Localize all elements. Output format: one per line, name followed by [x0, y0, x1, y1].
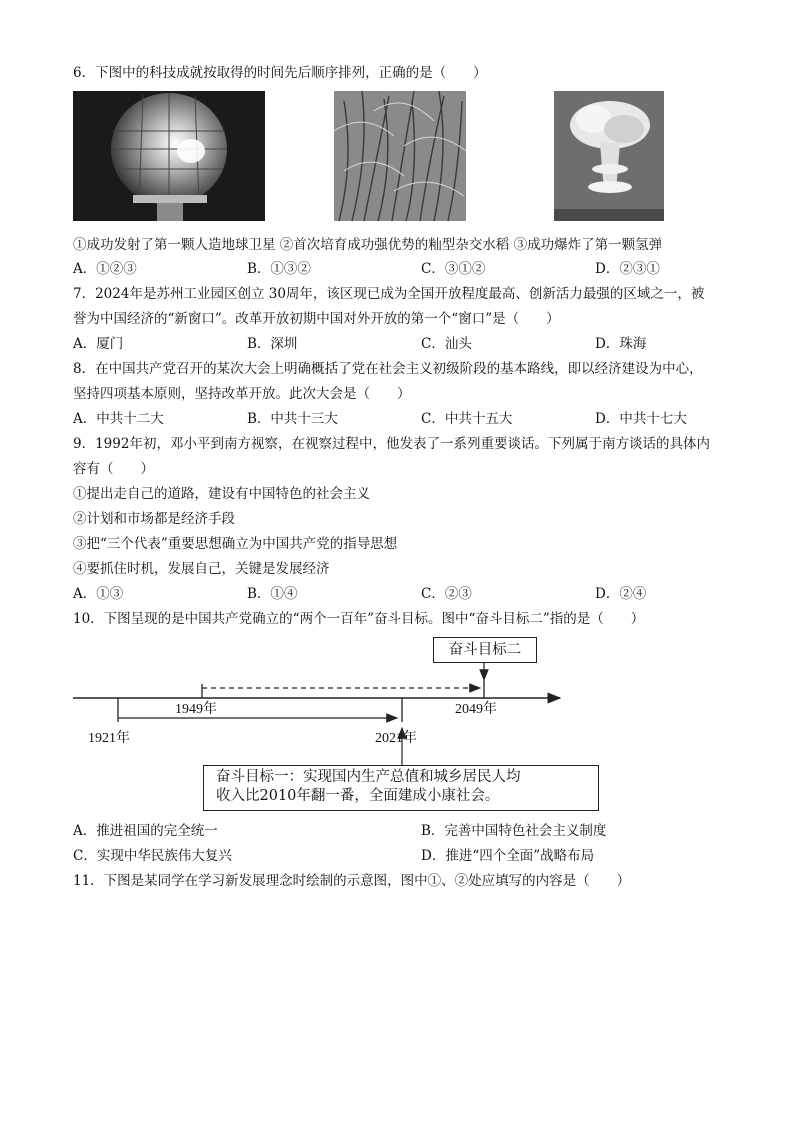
q6-option-b[interactable]: B．①③②	[247, 261, 311, 277]
q9-item-3: ③把“三个代表”重要思想确立为中国共产党的指导思想	[73, 536, 398, 552]
q10-option-a[interactable]: A．推进祖国的完全统一	[73, 823, 218, 839]
goal1-line2: 收入比2010年翻一番，全面建成小康社会。	[216, 788, 500, 804]
year-1921-label: 1921年	[88, 731, 130, 746]
q10-option-c[interactable]: C．实现中华民族伟大复兴	[73, 848, 232, 864]
year-2021-label: 2021年	[375, 731, 417, 746]
q9-item-2: ②计划和市场都是经济手段	[73, 511, 235, 527]
q8-option-a[interactable]: A．中共十二大	[73, 411, 164, 427]
q9-option-d[interactable]: D．②④	[595, 586, 647, 602]
q6-captions: ①成功发射了第一颗人造地球卫星 ②首次培育成功强优势的籼型杂交水稻 ③成功爆炸了第一颗氢弹	[73, 237, 663, 253]
q9-option-c[interactable]: C．②③	[421, 586, 472, 602]
year-2049-label: 2049年	[455, 702, 497, 717]
goal1-line1: 奋斗目标一：实现国内生产总值和城乡居民人均	[216, 769, 521, 785]
q9-option-b[interactable]: B．①④	[247, 586, 298, 602]
q7-option-c[interactable]: C．汕头	[421, 336, 472, 352]
q11-stem: 11．下图是某同学在学习新发展理念时绘制的示意图，图中①、②处应填写的内容是（ ）	[73, 873, 631, 889]
q9-stem-line2: 容有（ ）	[73, 461, 154, 477]
q9-stem-line1: 9．1992年初，邓小平到南方视察，在视察过程中，他发表了一系列重要谈话。下列属于南方谈话的具体内	[73, 436, 710, 452]
q8-stem-line2: 坚持四项基本原则，坚持改革开放。此次大会是（ ）	[73, 386, 411, 402]
q7-option-a[interactable]: A．厦门	[73, 336, 124, 352]
q9-option-a[interactable]: A．①③	[73, 586, 124, 602]
q7-option-d[interactable]: D．珠海	[595, 336, 647, 352]
q6-stem: 6．下图中的科技成就按取得的时间先后顺序排列，正确的是（ ）	[73, 65, 487, 81]
q6-option-c[interactable]: C．③①②	[421, 261, 486, 277]
q7-option-b[interactable]: B．深圳	[247, 336, 298, 352]
q6-option-a[interactable]: A．①②③	[73, 261, 137, 277]
q7-stem-line1: 7．2024年是苏州工业园区创立 30周年，该区现已成为全国开放程度最高、创新活力最强的区域之一，被	[73, 286, 705, 302]
goal2-label: 奋斗目标二	[448, 642, 522, 658]
q8-stem-line1: 8．在中国共产党召开的某次大会上明确概括了党在社会主义初级阶段的基本路线，即以经济建设为中心，	[73, 361, 703, 377]
year-1949-label: 1949年	[175, 702, 217, 717]
q10-option-d[interactable]: D．推进“四个全面”战略布局	[421, 848, 595, 864]
q9-item-1: ①提出走自己的道路，建设有中国特色的社会主义	[73, 486, 370, 502]
q9-item-4: ④要抓住时机，发展自己，关键是发展经济	[73, 561, 330, 577]
q10-option-b[interactable]: B．完善中国特色社会主义制度	[421, 823, 607, 839]
goal2-box	[433, 637, 537, 663]
q7-stem-line2: 誉为中国经济的“新窗口”。改革开放初期中国对外开放的第一个“窗口”是（ ）	[73, 311, 560, 327]
q6-option-d[interactable]: D．②③①	[595, 261, 660, 277]
q8-option-c[interactable]: C．中共十五大	[421, 411, 513, 427]
q8-option-b[interactable]: B．中共十三大	[247, 411, 338, 427]
goal1-box	[203, 765, 599, 811]
q10-stem: 10．下图呈现的是中国共产党确立的“两个一百年”奋斗目标。图中“奋斗目标二”指的是（ ）	[73, 611, 645, 627]
q8-option-d[interactable]: D．中共十七大	[595, 411, 687, 427]
